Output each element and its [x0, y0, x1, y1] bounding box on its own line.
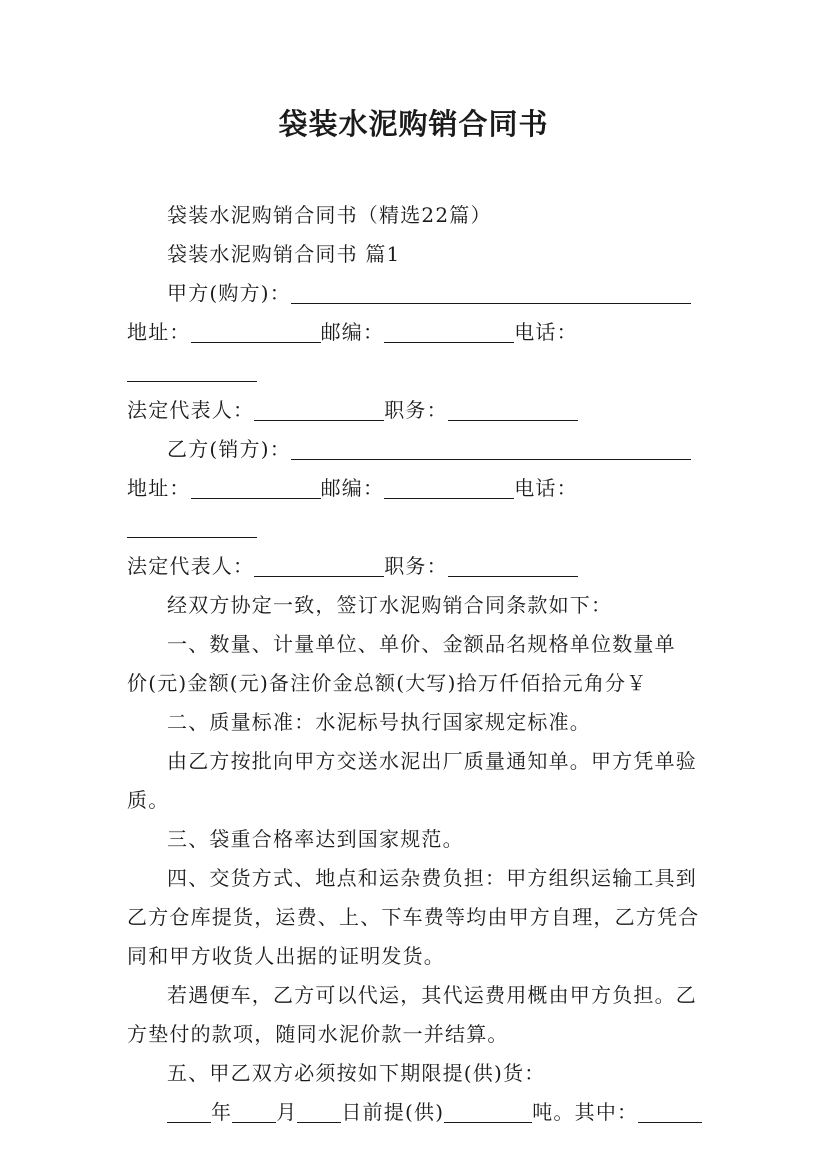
postcode-label: 邮编：	[320, 476, 385, 500]
month-label: 月	[276, 1100, 298, 1124]
phone-blank	[127, 357, 257, 382]
party-b-label: 乙方(销方)：	[167, 437, 292, 461]
phone-label: 电话：	[514, 476, 578, 500]
subtitle: 袋装水泥购销合同书（精选22篇）	[167, 203, 492, 227]
party-b-address-line	[127, 469, 703, 547]
party-a-blank	[291, 279, 691, 304]
section-heading: 袋装水泥购销合同书 篇1	[167, 242, 401, 266]
legal-rep-label: 法定代表人：	[127, 398, 255, 422]
position-blank	[448, 396, 578, 421]
position-label: 职务：	[384, 398, 448, 422]
clause-1-line-2: 价(元)金额(元)备注价金总额(大写)拾万仟佰拾元角分￥	[127, 671, 648, 695]
address-label: 地址：	[127, 320, 191, 344]
clause-4: 四、交货方式、地点和运杂费负担：甲方组织运输工具到乙方仓库提货，运费、上、下车费等均由甲方自理，乙方凭合同和甲方收货人出据的证明发货。	[127, 866, 700, 968]
party-a-address-line	[127, 313, 703, 391]
position-label: 职务：	[384, 554, 448, 578]
clause-3: 三、袋重合格率达到国家规范。	[167, 827, 464, 851]
day-label: 日前提(供)	[341, 1100, 445, 1124]
postcode-label: 邮编：	[320, 320, 385, 344]
year-label: 年	[211, 1100, 233, 1124]
postcode-blank	[384, 318, 514, 343]
day-blank	[297, 1098, 341, 1123]
legal-rep-blank	[254, 552, 384, 577]
address-blank	[191, 474, 321, 499]
clause-2-note: 由乙方按批向甲方交送水泥出厂质量通知单。甲方凭单验质。	[127, 749, 697, 812]
year-blank	[167, 1098, 211, 1123]
party-b-line	[127, 430, 703, 469]
ton-blank	[444, 1098, 532, 1123]
ton-label: 吨。其中：	[532, 1100, 639, 1124]
postcode-blank	[384, 474, 514, 499]
party-a-line	[127, 274, 703, 313]
clause-2: 二、质量标准：水泥标号执行国家规定标准。	[167, 710, 591, 734]
party-a-rep-line	[127, 391, 703, 430]
party-b-rep-line	[127, 547, 703, 586]
clause-4-note: 若遇便车，乙方可以代运，其代运费用概由甲方负担。乙方垫付的款项，随同水泥价款一并结算。	[127, 983, 697, 1046]
address-label: 地址：	[127, 476, 191, 500]
schedule-line	[127, 1093, 703, 1132]
clause-5: 五、甲乙双方必须按如下期限提(供)货：	[167, 1061, 546, 1085]
party-b-blank	[291, 435, 691, 460]
phone-blank	[127, 513, 257, 538]
month-blank	[232, 1098, 276, 1123]
position-blank	[448, 552, 578, 577]
legal-rep-blank	[254, 396, 384, 421]
intro-paragraph: 经双方协定一致，签订水泥购销合同条款如下：	[167, 593, 613, 617]
legal-rep-label: 法定代表人：	[127, 554, 255, 578]
phone-label: 电话：	[514, 320, 578, 344]
document-title: 袋装水泥购销合同书	[278, 107, 549, 141]
clause-1-line-1: 一、数量、计量单位、单价、金额品名规格单位数量单	[167, 632, 676, 656]
address-blank	[191, 318, 321, 343]
detail-blank	[638, 1098, 702, 1123]
document-body	[127, 196, 703, 1132]
party-a-label: 甲方(购方)：	[167, 281, 292, 305]
